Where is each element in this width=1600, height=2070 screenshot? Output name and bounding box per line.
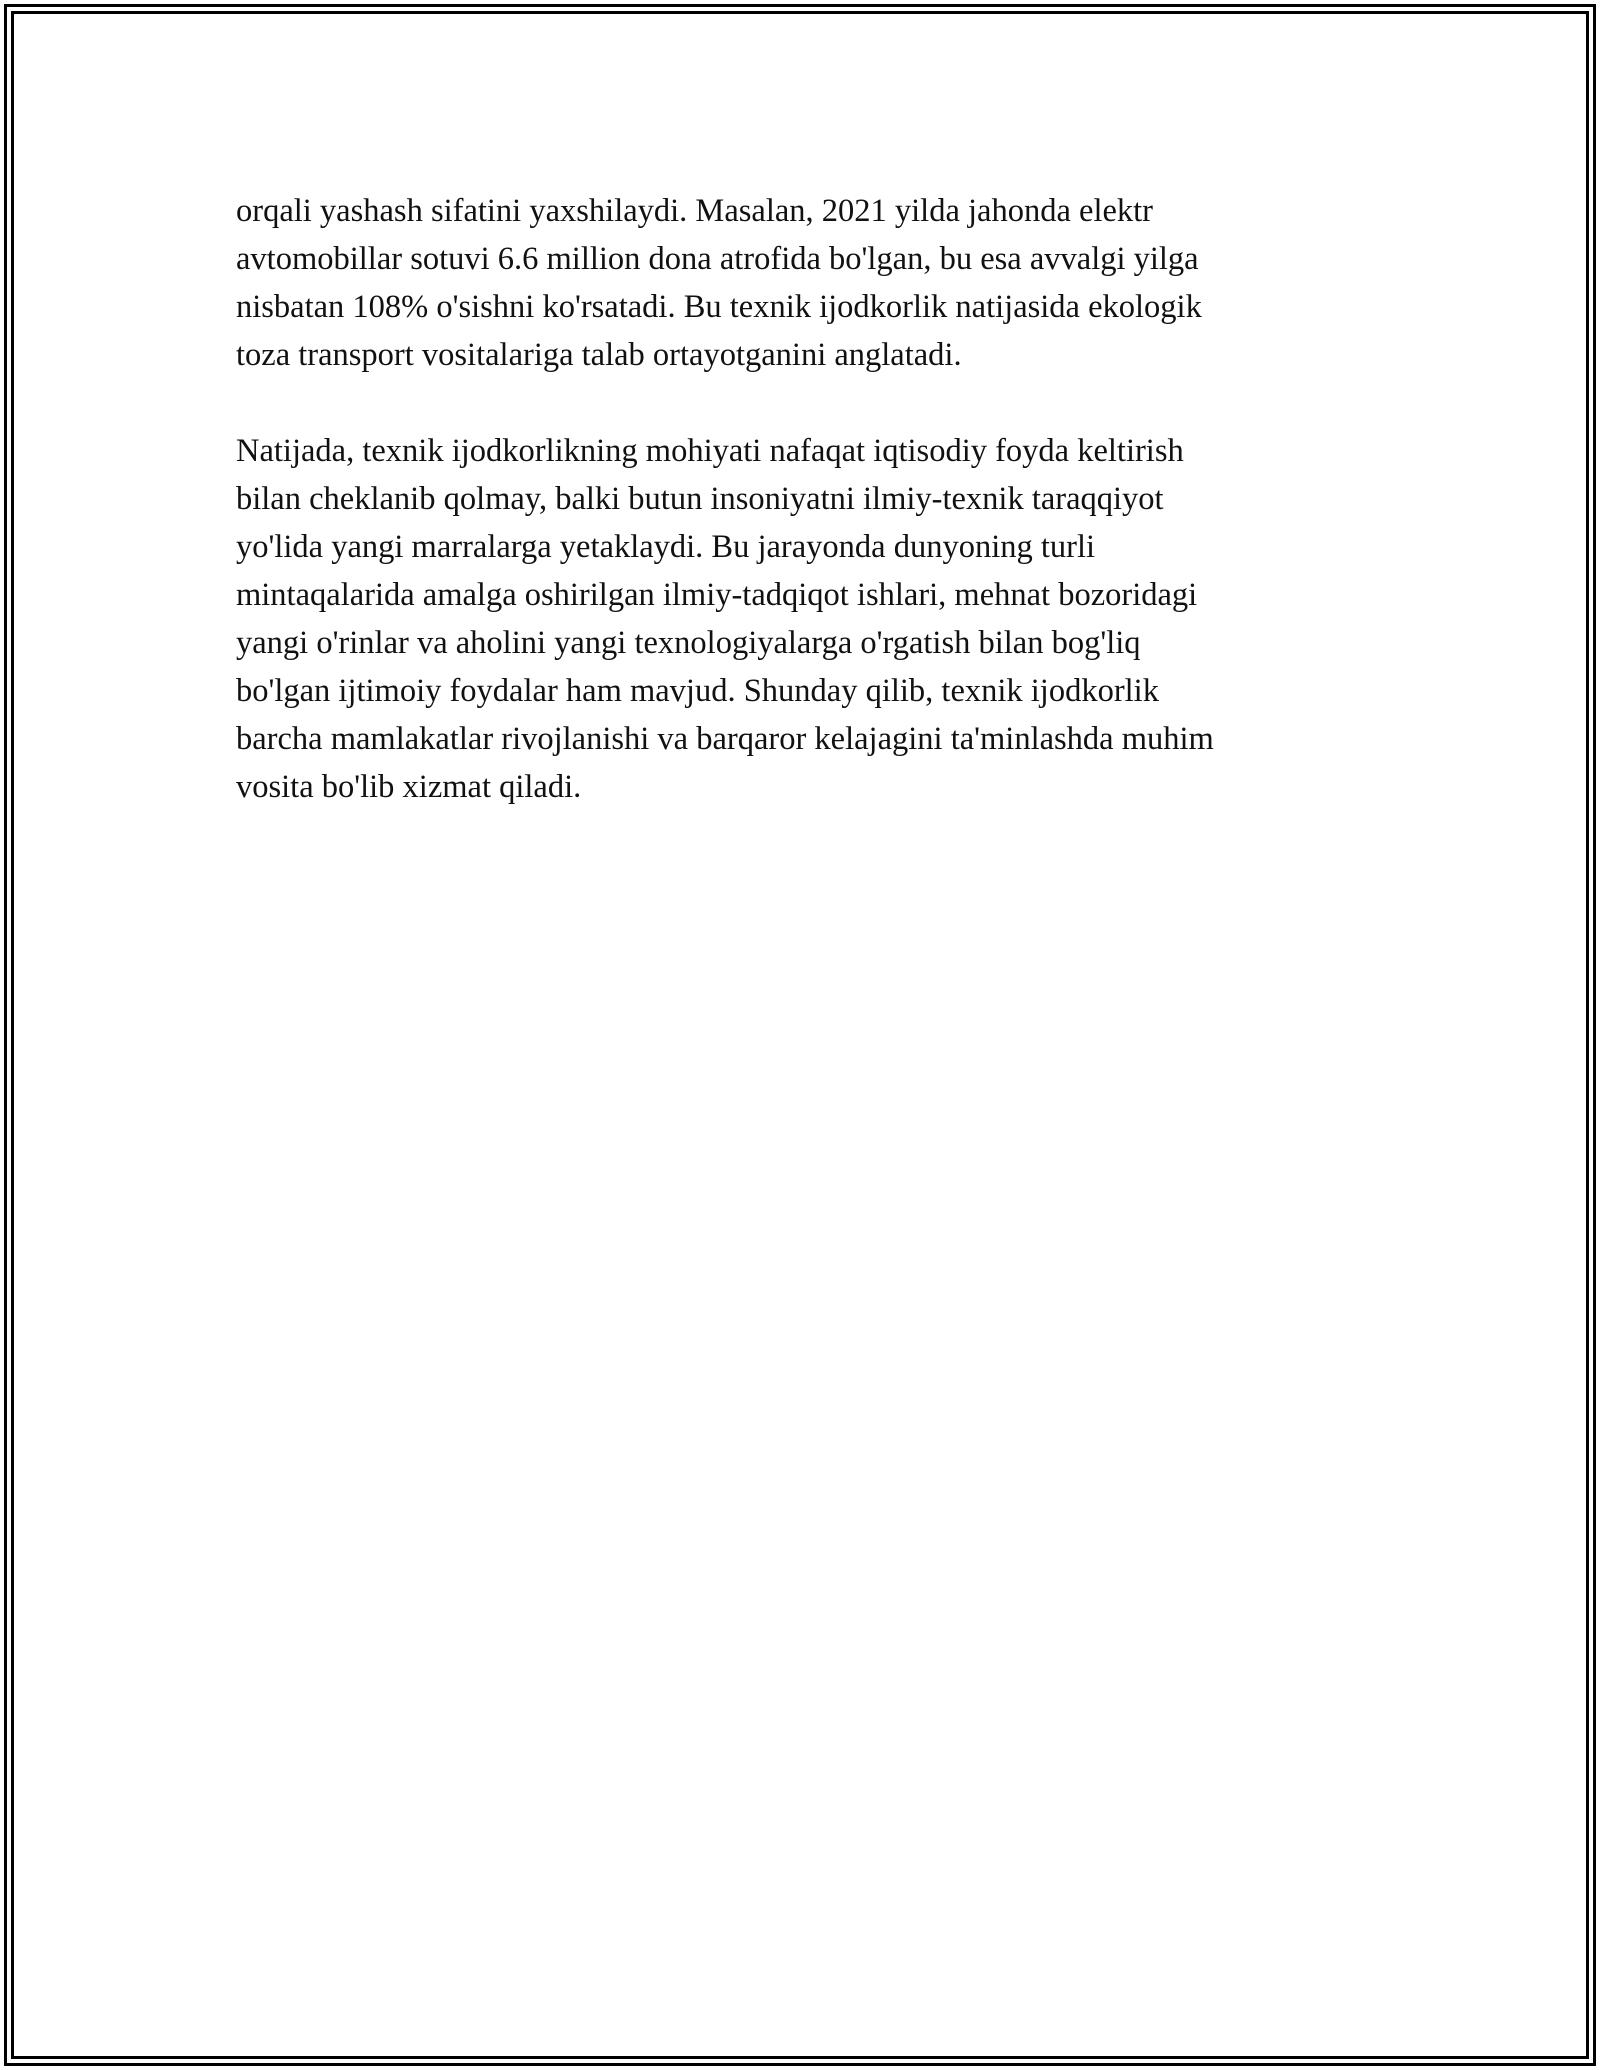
text-line: bilan cheklanib qolmay, balki butun insoniyatni ilmiy-texnik taraqqiyot: [236, 481, 1164, 517]
paragraph-1: [236, 187, 1366, 379]
text-line: Natijada, texnik ijodkorlikning mohiyati nafaqat iqtisodiy foyda keltirish: [236, 433, 1184, 469]
text-line: orqali yashash sifatini yaxshilaydi. Masalan, 2021 yilda jahonda elektr: [236, 193, 1153, 229]
text-line: bo'lgan ijtimoiy foydalar ham mavjud. Shunday qilib, texnik ijodkorlik: [236, 673, 1159, 709]
text-line: nisbatan 108% o'sishni ko'rsatadi. Bu texnik ijodkorlik natijasida ekologik: [236, 289, 1202, 325]
text-line: yangi o'rinlar va aholini yangi texnologiyalarga o'rgatish bilan bog'liq: [236, 625, 1141, 661]
text-line: avtomobillar sotuvi 6.6 million dona atrofida bo'lgan, bu esa avvalgi yilga: [236, 241, 1199, 277]
text-line: mintaqalarida amalga oshirilgan ilmiy-tadqiqot ishlari, mehnat bozoridagi: [236, 577, 1198, 613]
text-line: toza transport vositalariga talab ortayotganini anglatadi.: [236, 337, 962, 373]
paragraph-2: [236, 427, 1366, 811]
text-line: barcha mamlakatlar rivojlanishi va barqaror kelajagini ta'minlashda muhim: [236, 721, 1214, 757]
text-line: vosita bo'lib xizmat qiladi.: [236, 769, 582, 805]
text-line: yo'lida yangi marralarga yetaklaydi. Bu jarayonda dunyoning turli: [236, 529, 1096, 565]
document-body: [236, 187, 1366, 859]
